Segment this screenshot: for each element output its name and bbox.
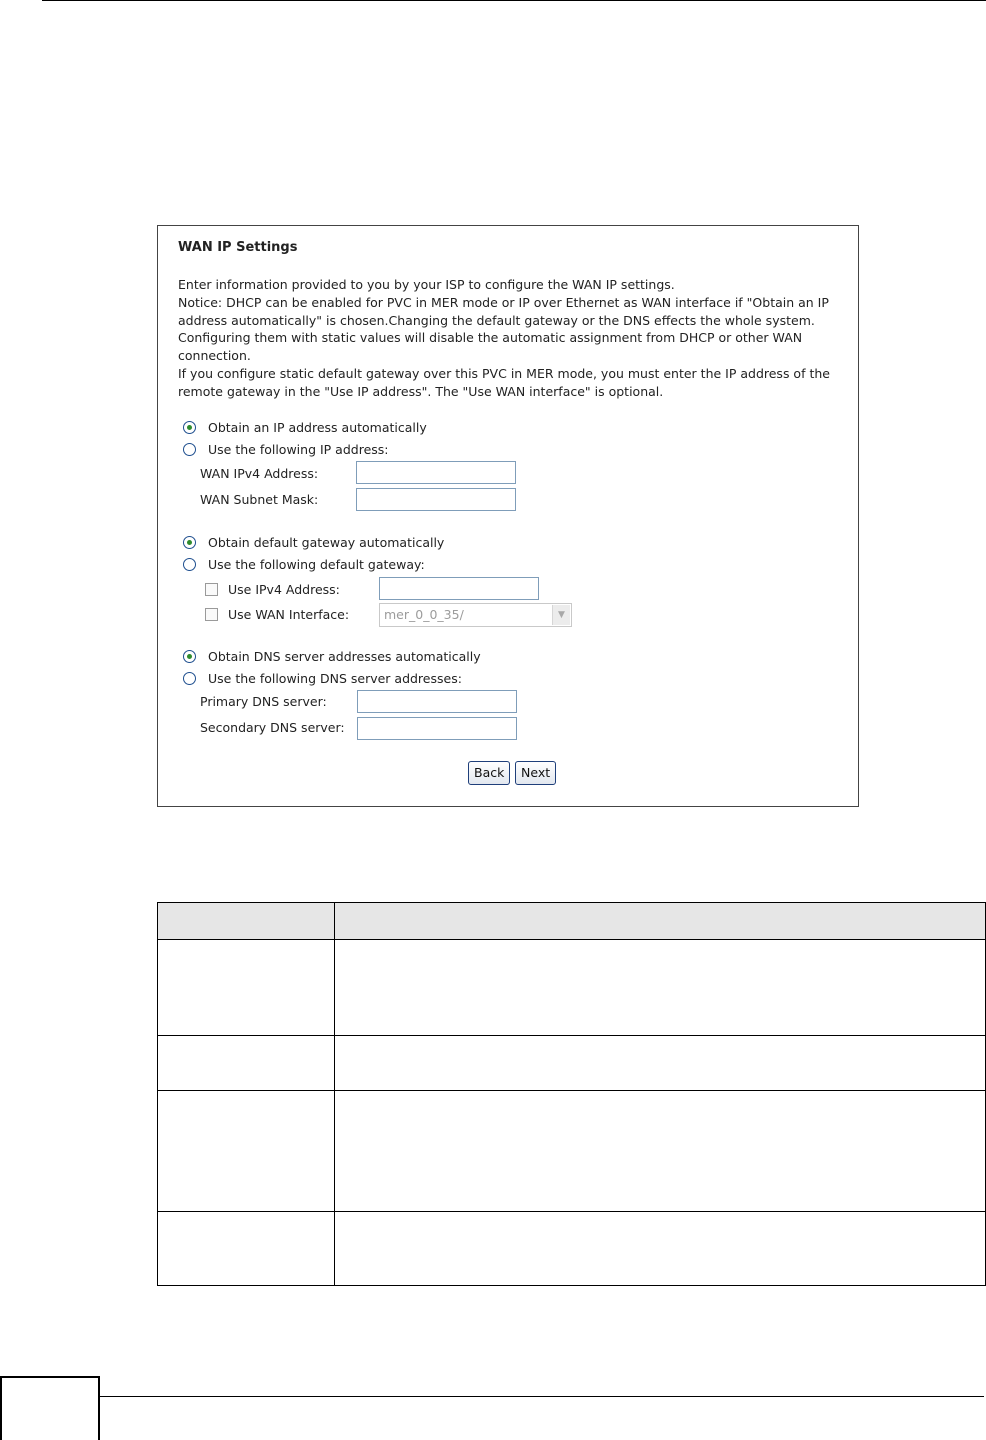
gateway-ipv4-input[interactable] [379,577,539,600]
wan-interface-value: mer_0_0_35/ [384,607,464,622]
ip-manual-label: Use the following IP address: [208,442,389,457]
gateway-auto-label: Obtain default gateway automatically [208,535,445,550]
ip-auto-radio[interactable] [183,421,196,434]
wan-interface-select[interactable] [379,603,572,627]
chevron-down-icon[interactable]: ▼ [552,605,570,625]
page-number-box [0,1376,100,1440]
table-cell [335,1091,986,1212]
table-header-row [158,903,986,940]
use-wan-interface-label: Use WAN Interface: [228,607,350,622]
intro-line: remote gateway in the "Use IP address". The "Use WAN interface" is optional. [178,383,664,399]
top-rule [42,0,986,1]
table-cell [335,1212,986,1286]
description-table [157,902,986,1286]
ip-manual-option[interactable] [183,442,389,457]
gateway-manual-label: Use the following default gateway: [208,557,425,572]
secondary-dns-input[interactable] [357,717,517,740]
table-row [158,1036,986,1091]
intro-text [178,276,848,401]
panel-title: WAN IP Settings [178,240,298,255]
table-cell [335,1036,986,1091]
footer-rule [100,1396,984,1397]
gateway-manual-option[interactable] [183,557,425,572]
dns-auto-label: Obtain DNS server addresses automatically [208,649,481,664]
table-row [158,1212,986,1286]
table-row [158,1091,986,1212]
wan-ip-settings-panel [157,225,859,807]
table-header-cell [335,903,986,940]
table-cell [158,940,335,1036]
gateway-auto-radio[interactable] [183,536,196,549]
dns-manual-option[interactable] [183,671,462,686]
gateway-auto-option[interactable] [183,535,444,550]
intro-line: Enter information provided to you by your ISP to configure the WAN IP settings. [178,277,675,292]
dns-manual-label: Use the following DNS server addresses: [208,671,462,686]
next-button[interactable]: Next [515,761,556,785]
ip-auto-label: Obtain an IP address automatically [208,420,427,435]
secondary-dns-label: Secondary DNS server: [200,720,345,735]
use-wan-interface-option[interactable] [205,607,349,622]
intro-line: connection. [178,348,251,364]
table-header-cell [158,903,335,940]
primary-dns-input[interactable] [357,690,517,713]
use-wan-interface-checkbox[interactable] [205,608,218,621]
table-row [158,940,986,1036]
intro-line: If you configure static default gateway over this PVC in MER mode, you must enter the IP address of the [178,365,830,381]
dns-auto-radio[interactable] [183,650,196,663]
ip-auto-option[interactable] [183,420,427,435]
back-button[interactable]: Back [468,761,510,785]
wan-subnet-input[interactable] [356,488,516,511]
use-ipv4-checkbox[interactable] [205,583,218,596]
gateway-manual-radio[interactable] [183,558,196,571]
primary-dns-label: Primary DNS server: [200,694,327,709]
wan-ipv4-label: WAN IPv4 Address: [200,466,319,481]
intro-line: Notice: DHCP can be enabled for PVC in MER mode or IP over Ethernet as WAN interface if "Obtain an IP [178,294,829,310]
intro-line: address automatically" is chosen.Changing the default gateway or the DNS effects the whole system. [178,312,815,328]
dns-manual-radio[interactable] [183,672,196,685]
use-ipv4-label: Use IPv4 Address: [228,582,340,597]
intro-line: Configuring them with static values will disable the automatic assignment from DHCP or other WAN [178,330,803,346]
wan-ipv4-input[interactable] [356,461,516,484]
ip-manual-radio[interactable] [183,443,196,456]
use-ipv4-option[interactable] [205,582,340,597]
dns-auto-option[interactable] [183,649,481,664]
wan-subnet-label: WAN Subnet Mask: [200,492,319,507]
table-cell [158,1091,335,1212]
table-cell [158,1036,335,1091]
table-cell [158,1212,335,1286]
table-cell [335,940,986,1036]
